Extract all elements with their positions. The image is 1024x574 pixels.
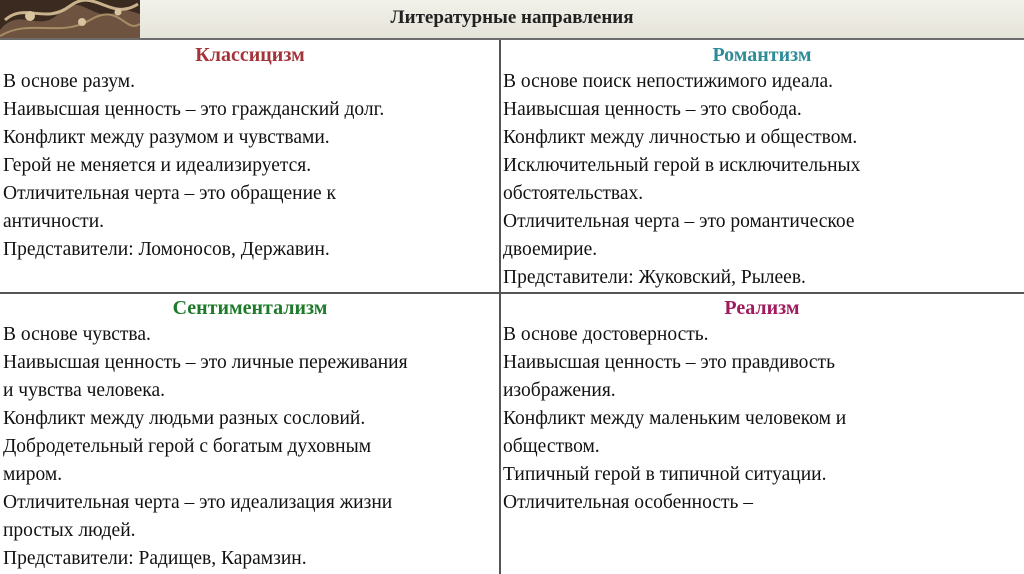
- text-line: Конфликт между разумом и чувствами.: [3, 127, 330, 148]
- slide-header: [0, 0, 1024, 40]
- cell-title-classicism: Классицизм: [195, 44, 305, 66]
- text-line: двоемирие.: [503, 239, 598, 260]
- text-line: Наивысшая ценность – это правдивость: [503, 352, 835, 373]
- cell-title-sentimentalism: Сентиментализм: [172, 297, 328, 319]
- cell-lines: [0, 68, 500, 264]
- text-line: Представители: Радищев, Карамзин.: [3, 548, 307, 569]
- cell-classicism: [0, 40, 500, 293]
- text-line: Наивысшая ценность – это гражданский долг.: [3, 99, 385, 120]
- text-line: миром.: [3, 464, 63, 485]
- text-line: Герой не меняется и идеализируется.: [3, 155, 312, 176]
- text-line: обществом.: [503, 436, 600, 457]
- text-line: Отличительная черта – это идеализация жизни: [3, 492, 393, 513]
- text-line: Конфликт между людьми разных сословий.: [3, 408, 366, 429]
- text-line: Представители: Жуковский, Рылеев.: [503, 267, 806, 288]
- text-line: Отличительная особенность –: [503, 492, 754, 513]
- column-divider: [499, 40, 501, 574]
- text-line: простых людей.: [3, 520, 136, 541]
- page-title: Литературные направления: [390, 7, 634, 28]
- text-line: изображения.: [503, 380, 616, 401]
- cell-lines: [500, 321, 1024, 517]
- text-line: Наивысшая ценность – это свобода.: [503, 99, 802, 120]
- text-line: Отличительная черта – это романтическое: [503, 211, 855, 232]
- text-line: Представители: Ломоносов, Державин.: [3, 239, 330, 260]
- cell-lines: [500, 68, 1024, 292]
- cell-sentimentalism: [0, 293, 500, 574]
- text-line: Наивысшая ценность – это личные переживания: [3, 352, 408, 373]
- text-line: античности.: [3, 211, 105, 232]
- text-line: Конфликт между личностью и обществом.: [503, 127, 858, 148]
- text-line: Конфликт между маленьким человеком и: [503, 408, 847, 429]
- cell-realism: [500, 293, 1024, 574]
- cell-romanticism: [500, 40, 1024, 293]
- directions-table: [0, 40, 1024, 574]
- text-line: В основе чувства.: [3, 324, 151, 345]
- text-line: Исключительный герой в исключительных: [503, 155, 861, 176]
- cell-title-realism: Реализм: [724, 297, 800, 319]
- text-line: Отличительная черта – это обращение к: [3, 183, 337, 204]
- text-line: Добродетельный герой с богатым духовным: [3, 436, 372, 457]
- cell-lines: [0, 321, 500, 573]
- text-line: В основе достоверность.: [503, 324, 709, 345]
- text-line: В основе разум.: [3, 71, 135, 92]
- text-line: и чувства человека.: [3, 380, 166, 401]
- text-line: обстоятельствах.: [503, 183, 644, 204]
- text-line: В основе поиск непостижимого идеала.: [503, 71, 834, 92]
- row-divider: [0, 292, 1024, 294]
- cell-title-romanticism: Романтизм: [712, 44, 812, 66]
- text-line: Типичный герой в типичной ситуации.: [503, 464, 827, 485]
